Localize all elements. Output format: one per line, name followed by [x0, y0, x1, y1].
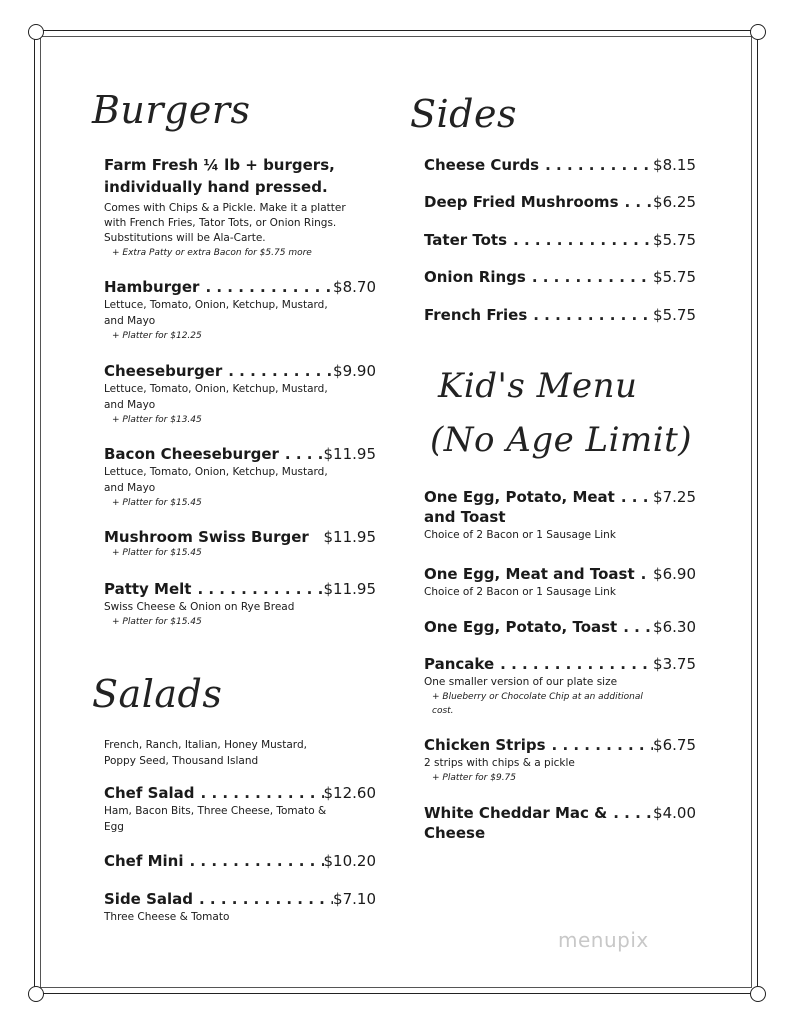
item-name: Side Salad: [104, 890, 194, 908]
item-description: One smaller version of our plate size: [424, 676, 618, 688]
menu-item-kids-egg-potato-toast: [424, 618, 696, 636]
menu-item-deep-fried-mushrooms: [424, 193, 696, 211]
leader-dots: [191, 580, 323, 598]
menu-item-chef-salad: [104, 784, 376, 835]
menu-item-cheeseburger: [104, 362, 376, 427]
burgers-intro-body: [104, 200, 364, 260]
item-description: Lettuce, Tomato, Onion, Ketchup, Mustard, and Mayo: [104, 383, 328, 411]
burgers-intro-note: + Extra Patty or extra Bacon for $5.75 more: [112, 248, 312, 258]
item-price: $6.75: [653, 736, 696, 754]
leader-dots: [193, 890, 333, 908]
item-name-continued: and Toast: [424, 508, 506, 526]
item-name: Chicken Strips: [424, 736, 546, 754]
menu-item-chef-mini: [104, 852, 376, 870]
item-name: Cheeseburger: [104, 362, 223, 380]
leader-dots: [195, 784, 324, 802]
menu-item-bacon-cheeseburger: [104, 445, 376, 510]
item-price: $4.00: [653, 804, 696, 822]
menupix-watermark: menupix: [558, 928, 649, 952]
corner-ornament: [28, 24, 44, 40]
leader-dots: [184, 852, 324, 870]
leader-dots: [615, 488, 653, 506]
item-name: Tater Tots: [424, 231, 508, 249]
menu-item-kids-egg-meat-toast: [424, 565, 696, 600]
item-price: $5.75: [653, 231, 696, 249]
corner-ornament: [750, 986, 766, 1002]
item-name: Deep Fried Mushrooms: [424, 193, 619, 211]
leader-dots: [222, 362, 333, 380]
leader-dots: [279, 445, 324, 463]
menu-item-kids-pancake: [424, 655, 696, 718]
item-description: Choice of 2 Bacon or 1 Sausage Link: [424, 586, 616, 598]
item-description: Ham, Bacon Bits, Three Cheese, Tomato & Egg: [104, 805, 327, 833]
item-name: Pancake: [424, 655, 495, 673]
item-description: Lettuce, Tomato, Onion, Ketchup, Mustard, and Mayo: [104, 466, 328, 494]
item-name: Cheese Curds: [424, 156, 540, 174]
salad-dressings: French, Ranch, Italian, Honey Mustard, Poppy Seed, Thousand Island: [104, 739, 307, 767]
leader-dots: [539, 156, 653, 174]
item-note: + Blueberry or Chocolate Chip at an additional cost.: [432, 692, 643, 716]
leader-dots: [619, 193, 654, 211]
menu-item-cheese-curds: [424, 156, 696, 174]
item-name: One Egg, Potato, Meat: [424, 488, 615, 506]
menu-item-onion-rings: [424, 268, 696, 286]
leader-dots: [527, 306, 653, 324]
leader-dots: [635, 565, 653, 583]
item-note: + Platter for $12.25: [112, 331, 202, 341]
item-name: Hamburger: [104, 278, 200, 296]
leader-dots: [199, 278, 333, 296]
menu-item-kids-chicken-strips: [424, 736, 696, 785]
item-name: Onion Rings: [424, 268, 526, 286]
leader-dots: [607, 804, 653, 822]
salads-title: Salads: [92, 672, 223, 716]
corner-ornament: [28, 986, 44, 1002]
item-price: $11.95: [323, 445, 376, 463]
item-price: $5.75: [653, 306, 696, 324]
item-name: Mushroom Swiss Burger: [104, 528, 309, 546]
item-name: White Cheddar Mac &: [424, 804, 608, 822]
item-note: + Platter for $15.45: [112, 617, 202, 627]
item-price: $9.90: [333, 362, 376, 380]
item-price: $11.95: [323, 580, 376, 598]
burgers-title: Burgers: [92, 88, 251, 132]
leader-dots: [494, 655, 653, 673]
item-description: Three Cheese & Tomato: [104, 911, 230, 923]
item-name: One Egg, Potato, Toast: [424, 618, 618, 636]
item-name: Chef Salad: [104, 784, 195, 802]
item-price: $11.95: [323, 528, 376, 546]
menu-item-mushroom-swiss-burger: [104, 528, 376, 560]
item-price: $6.25: [653, 193, 696, 211]
leader-dots: [546, 736, 654, 754]
item-note: + Platter for $15.45: [112, 498, 202, 508]
leader-dots: [617, 618, 653, 636]
sides-title: Sides: [410, 92, 517, 136]
menu-item-kids-mac-and-cheese: [424, 804, 696, 842]
corner-ornament: [750, 24, 766, 40]
item-name: Chef Mini: [104, 852, 184, 870]
item-price: $12.60: [323, 784, 376, 802]
item-name: One Egg, Meat and Toast: [424, 565, 635, 583]
item-price: $10.20: [323, 852, 376, 870]
menu-item-kids-egg-potato-meat-toast: [424, 488, 696, 543]
item-name-continued: Cheese: [424, 824, 486, 842]
item-description: 2 strips with chips & a pickle: [424, 757, 575, 769]
burgers-intro-heading: Farm Fresh ¼ lb + burgers, individually hand pressed.: [104, 156, 335, 196]
kids-menu-subtitle: (No Age Limit): [430, 420, 693, 460]
item-price: $5.75: [653, 268, 696, 286]
menu-item-tater-tots: [424, 231, 696, 249]
item-price: $7.25: [653, 488, 696, 506]
item-price: $6.90: [653, 565, 696, 583]
item-name: Bacon Cheeseburger: [104, 445, 279, 463]
menu-item-french-fries: [424, 306, 696, 324]
item-description: Swiss Cheese & Onion on Rye Bread: [104, 601, 295, 613]
item-name: French Fries: [424, 306, 528, 324]
item-note: + Platter for $15.45: [112, 548, 202, 558]
leader-dots: [507, 231, 653, 249]
item-note: + Platter for $9.75: [432, 773, 517, 783]
leader-dots: [526, 268, 653, 286]
item-price: $7.10: [333, 890, 376, 908]
item-note: + Platter for $13.45: [112, 415, 202, 425]
item-price: $8.70: [333, 278, 376, 296]
item-price: $8.15: [653, 156, 696, 174]
item-name: Patty Melt: [104, 580, 192, 598]
menu-item-patty-melt: [104, 580, 376, 629]
kids-menu-title: Kid's Menu: [438, 366, 638, 406]
item-price: $3.75: [653, 655, 696, 673]
burgers-intro-text: Comes with Chips & a Pickle. Make it a platter with French Fries, Tator Tots, or Onion Rings. Substitutions will be Ala-Carte.: [104, 202, 346, 244]
item-description: Lettuce, Tomato, Onion, Ketchup, Mustard, and Mayo: [104, 299, 328, 327]
menu-item-hamburger: [104, 278, 376, 343]
menu-item-side-salad: [104, 890, 376, 925]
item-description: Choice of 2 Bacon or 1 Sausage Link: [424, 529, 616, 541]
item-price: $6.30: [653, 618, 696, 636]
